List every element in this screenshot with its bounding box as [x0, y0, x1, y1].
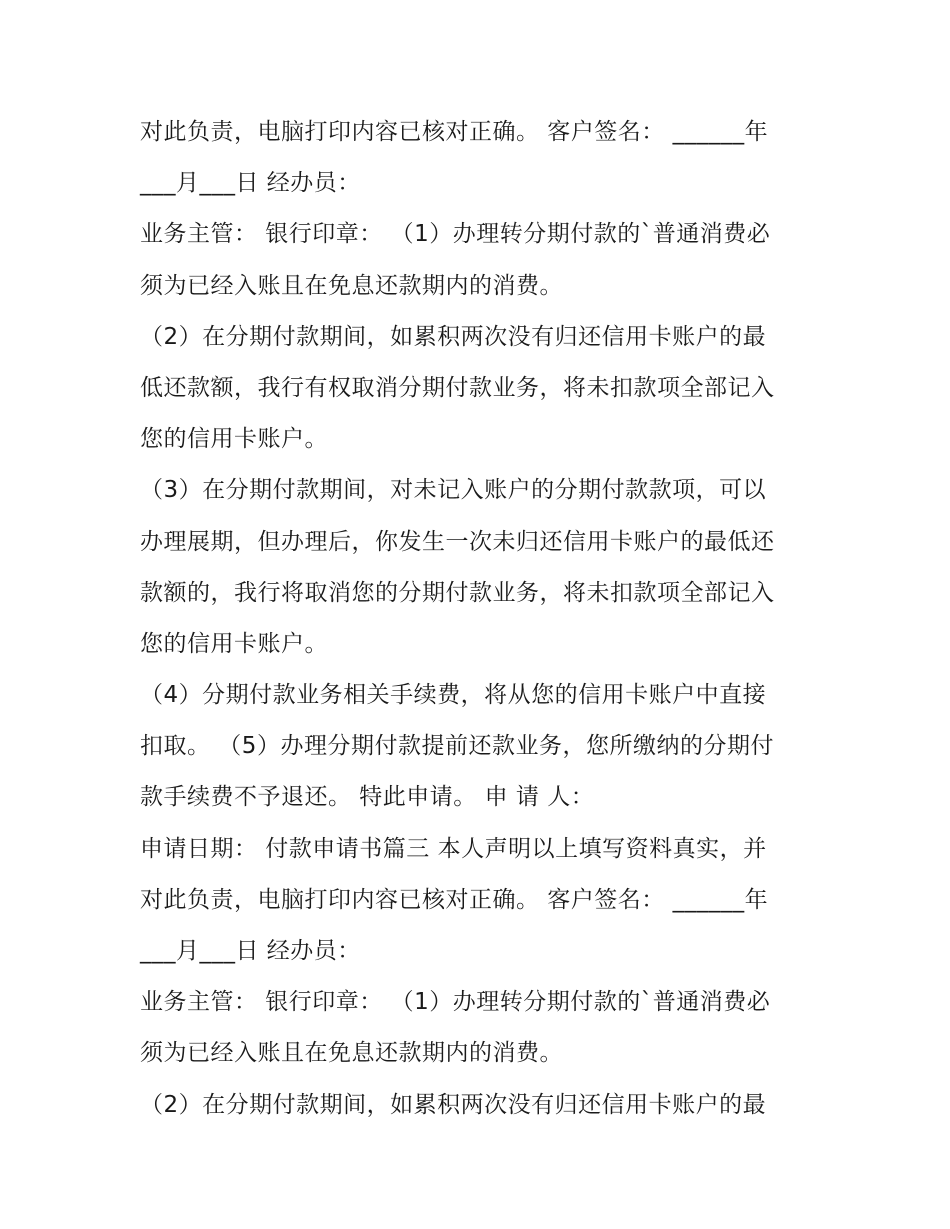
text-line: 对此负责，电脑打印内容已核对正确。 客户签名： ______年 — [140, 886, 769, 913]
text-line: ___月___日 经办员： — [140, 170, 361, 197]
text-line: （2）在分期付款期间，如累积两次没有归还信用卡账户的最 — [140, 1091, 767, 1118]
text-line: 须为已经入账且在免息还款期内的消费。 — [140, 272, 563, 299]
text-line: 业务主管： 银行印章： （1）办理转分期付款的`普通消费必 — [140, 989, 771, 1016]
text-line: 对此负责，电脑打印内容已核对正确。 客户签名： ______年 — [140, 119, 769, 145]
text-line: 低还款额，我行有权取消分期付款业务，将未扣款项全部记入 — [140, 374, 775, 401]
text-line: 申请日期： 付款申请书篇三 本人声明以上填写资料真实，并 — [140, 835, 767, 862]
text-line: 扣取。 （5）办理分期付款提前还款业务，您所缴纳的分期付 — [140, 733, 774, 760]
text-line: 须为已经入账且在免息还款期内的消费。 — [140, 1040, 563, 1067]
text-line: （2）在分期付款期间，如累积两次没有归还信用卡账户的最 — [140, 323, 767, 350]
text-line: 业务主管： 银行印章： （1）办理转分期付款的`普通消费必 — [140, 221, 771, 248]
text-line: 款手续费不予退还。 特此申请。 申 请 人： — [140, 784, 595, 811]
text-line: 您的信用卡账户。 — [140, 630, 328, 657]
text-line: 办理展期，但办理后，你发生一次未归还信用卡账户的最低还 — [140, 528, 775, 555]
text-line: ___月___日 经办员： — [140, 938, 361, 964]
text-line: （4）分期付款业务相关手续费，将从您的信用卡账户中直接 — [140, 682, 767, 709]
text-line: （3）在分期付款期间，对未记入账户的分期付款款项，可以 — [140, 477, 767, 504]
text-line: 您的信用卡账户。 — [140, 426, 328, 453]
text-line: 款额的，我行将取消您的分期付款业务，将未扣款项全部记入 — [140, 579, 775, 606]
document-body — [140, 107, 830, 1131]
